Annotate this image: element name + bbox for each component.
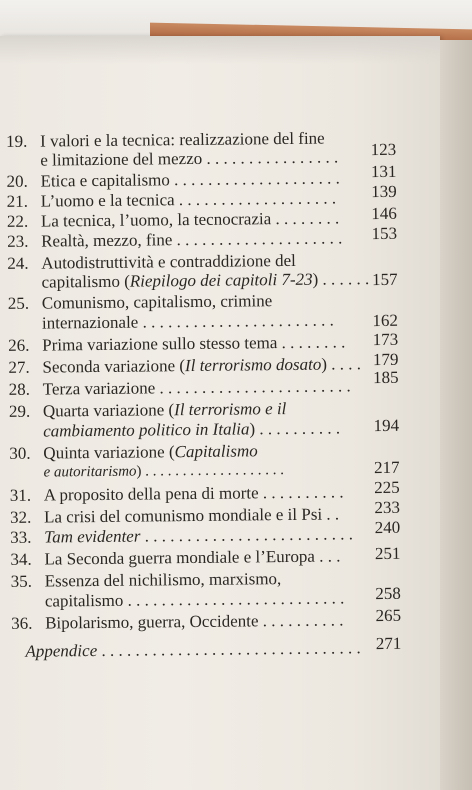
entry-number: 33.	[10, 527, 32, 547]
page-number: 217	[373, 457, 400, 478]
entry-title: Seconda variazione (Il terrorismo dosato) . . . .	[42, 354, 362, 377]
entry-title-continued: capitalismo . . . . . . . . . . . . . . . . . . . . . . . . . .	[44, 588, 345, 611]
entry-number: 27.	[8, 357, 30, 377]
page-number: 185	[372, 367, 399, 388]
entry-title: La Seconda guerra mondiale e l’Europa . . .	[44, 546, 341, 569]
page-number: 240	[374, 517, 401, 538]
entry-title: Quinta variazione (Capitalismo	[43, 441, 258, 463]
page-number: 265	[375, 605, 402, 626]
entry-title: La crisi del comunismo mondiale e il Psi . .	[43, 504, 340, 527]
book-page-edge	[440, 40, 472, 790]
entry-number: 23.	[7, 231, 29, 251]
entry-number: 20.	[6, 171, 28, 191]
entry-title: La tecnica, l’uomo, la tecnocrazia . . . . . . . .	[40, 208, 340, 231]
page-number: 173	[372, 329, 399, 350]
entry-title-continued: e limitazione del mezzo . . . . . . . . . . . . . . . .	[40, 147, 339, 170]
page-number: 179	[372, 349, 399, 370]
page-number: 258	[375, 583, 401, 604]
page-number: 146	[371, 203, 397, 224]
entry-number: 25.	[7, 293, 30, 313]
entry-number: 26.	[8, 335, 30, 355]
entry-title: Bipolarismo, guerra, Occidente . . . . . . . . . .	[45, 610, 344, 633]
page-number: 194	[373, 415, 400, 436]
page-number: 157	[371, 269, 398, 290]
entry-title: Realtà, mezzo, fine . . . . . . . . . . . . . . . . . . . .	[41, 228, 343, 251]
entry-number: 22.	[6, 211, 29, 231]
entry-number: 24.	[7, 253, 29, 273]
entry-title-continued: e autoritarismo) . . . . . . . . . . . . . . . . . . .	[43, 462, 285, 481]
page-number: 225	[374, 477, 400, 498]
entry-number: 28.	[8, 379, 31, 399]
entry-number: 35.	[10, 571, 33, 591]
entry-title: Etica e capitalismo . . . . . . . . . . . . . . . . . . . .	[40, 168, 340, 191]
page-number: 153	[371, 223, 398, 244]
entry-title: L’uomo e la tecnica . . . . . . . . . . . . . . . . . . .	[40, 188, 337, 211]
entry-number: 30.	[9, 443, 31, 463]
entry-number: 21.	[6, 191, 29, 211]
page-shadow	[0, 36, 440, 64]
entry-title: I valori e la tecnica: realizzazione del fine	[39, 128, 325, 151]
entry-title: Appendice . . . . . . . . . . . . . . . . . . . . . . . . . . . . . . .	[25, 638, 361, 661]
entry-number: 29.	[8, 401, 31, 421]
entry-title-continued: cambiamento politico in Italia) . . . . . . . . . .	[43, 418, 341, 441]
page-number: 271	[375, 633, 402, 654]
entry-number: 32.	[9, 507, 32, 527]
page-number: 233	[374, 497, 401, 518]
entry-title-continued: capitalismo (Riepilogo dei capitoli 7-23) . . . . . .	[41, 269, 370, 292]
entry-title-continued: internazionale . . . . . . . . . . . . . . . . . . . . . . .	[41, 310, 334, 333]
entry-number: 34.	[10, 549, 32, 569]
entry-number: 31.	[9, 485, 32, 505]
entry-title: Terza variazione . . . . . . . . . . . . . . . . . . . . . . .	[42, 376, 351, 399]
page-number: 123	[370, 139, 397, 160]
entry-number: 36.	[11, 613, 33, 633]
entry-title: Autodistruttività e contraddizione del	[41, 250, 296, 273]
entry-title: Tam evidenter . . . . . . . . . . . . . . . . . . . . . . . . .	[44, 524, 353, 547]
page-number: 251	[374, 543, 401, 564]
entry-number: 19.	[5, 131, 28, 151]
entry-title: Prima variazione sullo stesso tema . . . . . . . .	[42, 332, 346, 355]
page-number: 131	[370, 161, 397, 182]
page-number: 162	[372, 310, 399, 331]
entry-title: Essenza del nichilismo, marxismo,	[44, 569, 282, 591]
entry-title: Comunismo, capitalismo, crimine	[41, 291, 273, 313]
entry-title: Quarta variazione (Il terrorismo e il	[42, 399, 287, 421]
page-number: 139	[371, 181, 397, 202]
entry-title: A proposito della pena di morte . . . . . . . . . .	[43, 482, 344, 505]
